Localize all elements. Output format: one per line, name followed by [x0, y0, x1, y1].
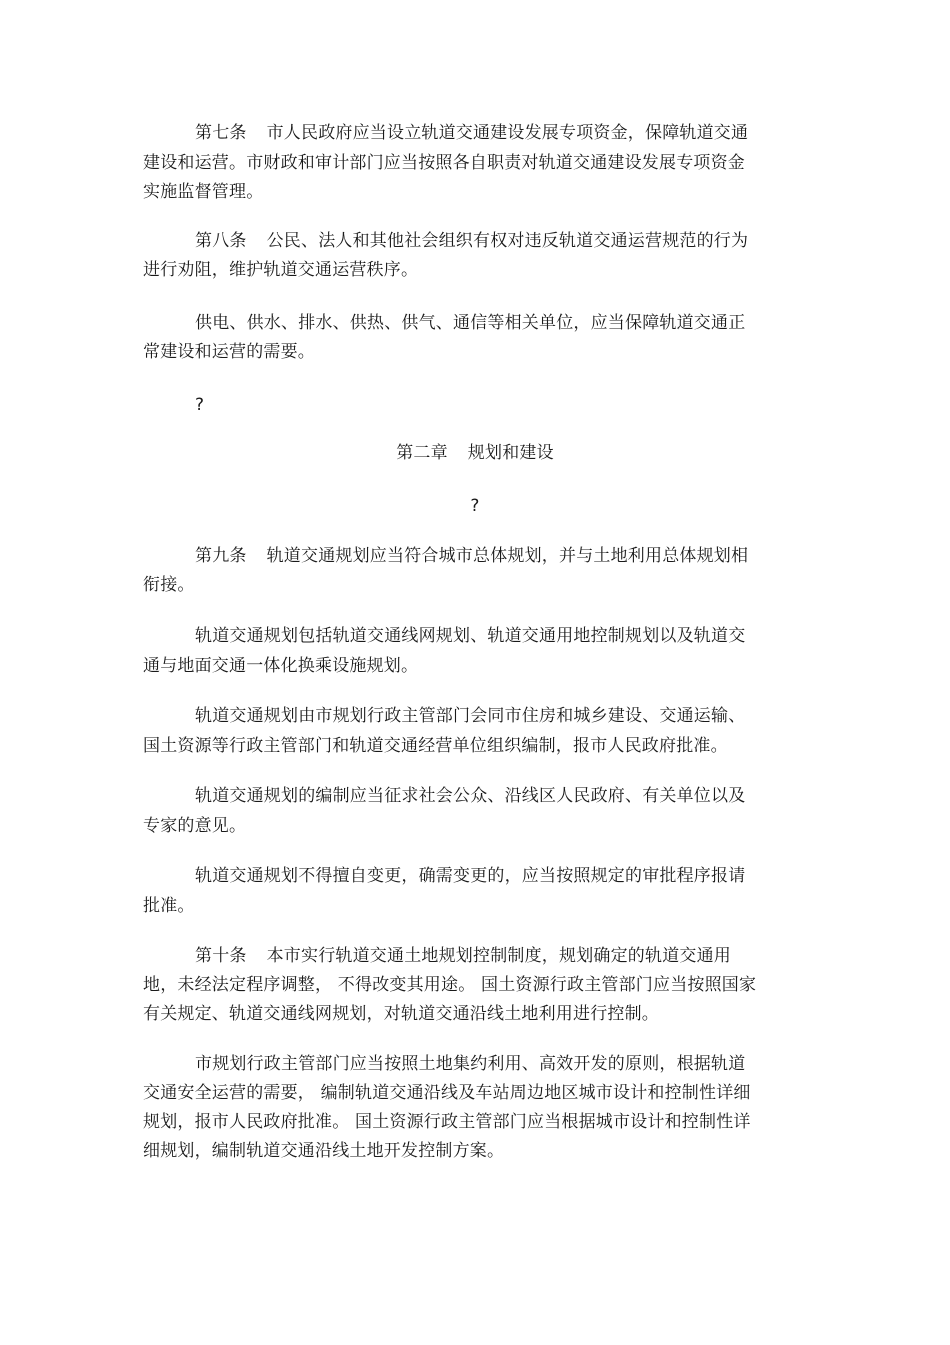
article-9-line-2: 衔接。	[143, 575, 195, 595]
article-8-line-1: 第八条 公民、法人和其他社会组织有权对违反轨道交通运营规范的行为	[195, 231, 749, 251]
article-9-para-a-line-1: 轨道交通规划包括轨道交通线网规划、轨道交通用地控制规划以及轨道交	[195, 626, 746, 646]
article-9-para-c-line-1: 轨道交通规划的编制应当征求社会公众、沿线区人民政府、有关单位以及	[195, 786, 746, 806]
article-10-para-a-line-4: 细规划，编制轨道交通沿线土地开发控制方案。	[143, 1141, 505, 1161]
chapter-title: 规划和建设	[467, 443, 554, 463]
supply-para-line-1: 供电、供水、排水、供热、供气、通信等相关单位，应当保障轨道交通正	[195, 313, 746, 333]
chapter-number: 第二章	[396, 443, 448, 463]
article-9-line-1: 第九条 轨道交通规划应当符合城市总体规划，并与土地利用总体规划相	[195, 546, 749, 566]
article-10-line-3: 有关规定、轨道交通线网规划，对轨道交通沿线土地利用进行控制。	[143, 1004, 659, 1024]
article-8-label: 第八条	[195, 231, 247, 251]
article-9-label: 第九条	[195, 546, 247, 566]
article-8-line-2: 进行劝阻，维护轨道交通运营秩序。	[143, 260, 419, 280]
placeholder-mark: ?	[470, 496, 480, 516]
article-10-line-1: 第十条 本市实行轨道交通土地规划控制制度，规划确定的轨道交通用	[195, 946, 732, 966]
article-9-para-c-line-2: 专家的意见。	[143, 816, 247, 836]
placeholder-mark: ?	[195, 395, 205, 415]
article-10-para-a-line-2: 交通安全运营的需要， 编制轨道交通沿线及车站周边地区城市设计和控制性详细	[143, 1083, 751, 1103]
article-9-para-d-line-2: 批准。	[143, 896, 195, 916]
article-7-line-3: 实施监督管理。	[143, 182, 264, 202]
article-9-para-b-line-1: 轨道交通规划由市规划行政主管部门会同市住房和城乡建设、交通运输、	[195, 706, 746, 726]
chapter-heading	[0, 441, 950, 465]
article-10-label: 第十条	[195, 946, 247, 966]
article-10-para-a-line-3: 规划，报市人民政府批准。 国土资源行政主管部门应当根据城市设计和控制性详	[143, 1112, 751, 1132]
article-9-para-a-line-2: 通与地面交通一体化换乘设施规划。	[143, 656, 419, 676]
article-7-label: 第七条	[195, 123, 247, 143]
article-7-line-2: 建设和运营。市财政和审计部门应当按照各自职责对轨道交通建设发展专项资金	[143, 153, 745, 173]
article-9-para-d-line-1: 轨道交通规划不得擅自变更，确需变更的，应当按照规定的审批程序报请	[195, 866, 746, 886]
article-9-para-b-line-2: 国土资源等行政主管部门和轨道交通经营单位组织编制，报市人民政府批准。	[143, 736, 728, 756]
article-10-para-a-line-1: 市规划行政主管部门应当按照土地集约利用、高效开发的原则，根据轨道	[195, 1054, 746, 1074]
article-7-line-1: 第七条 市人民政府应当设立轨道交通建设发展专项资金，保障轨道交通	[195, 123, 749, 143]
supply-para-line-2: 常建设和运营的需要。	[143, 342, 315, 362]
article-10-line-2: 地，未经法定程序调整， 不得改变其用途。 国土资源行政主管部门应当按照国家	[143, 975, 757, 995]
